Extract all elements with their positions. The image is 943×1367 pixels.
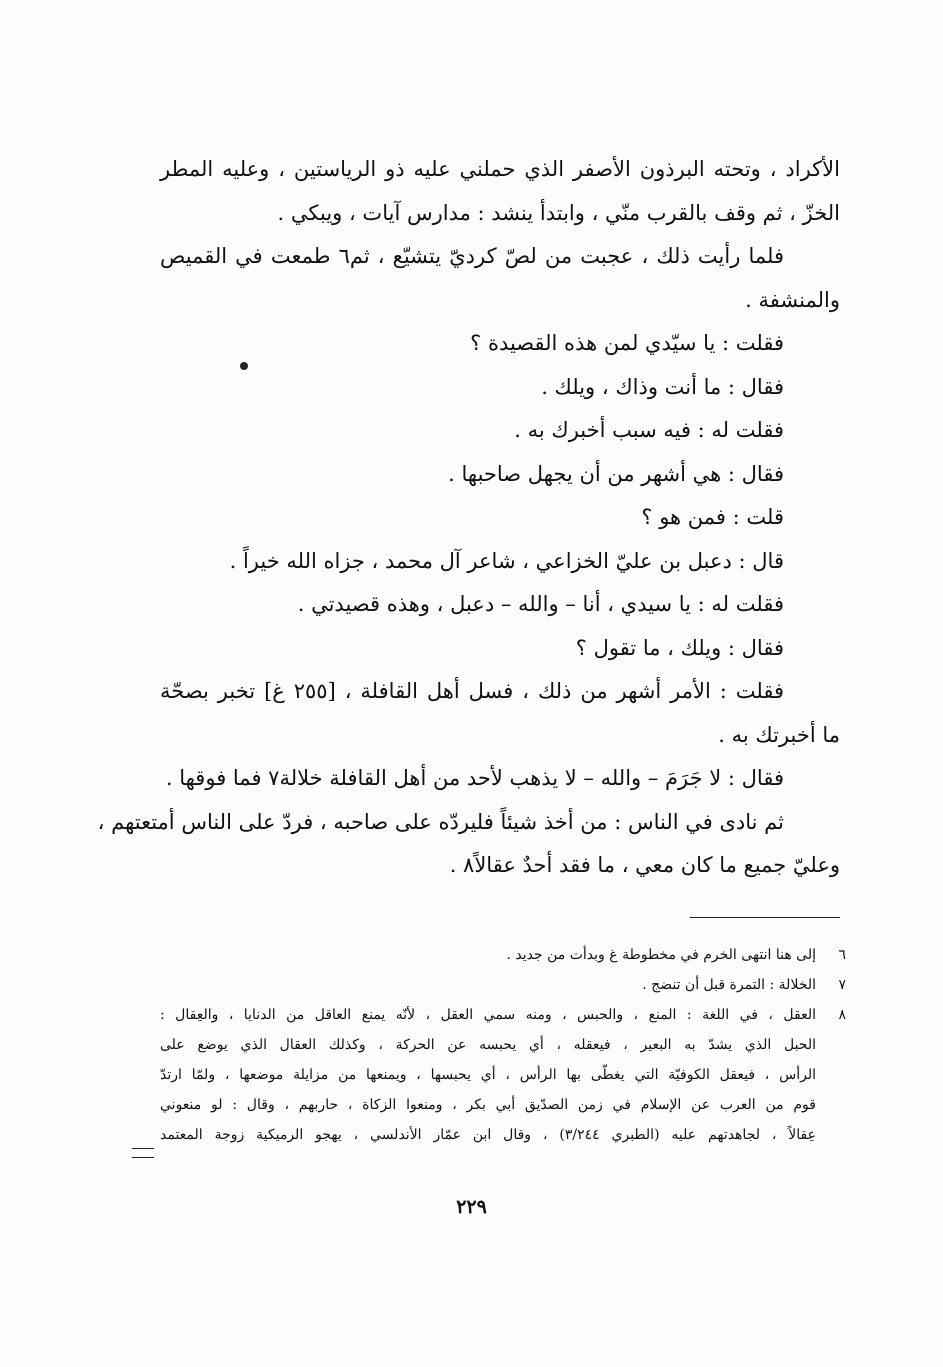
text-line: فقال : هي أشهر من أن يجهل صاحبها . (448, 461, 784, 486)
main-text (97, 148, 840, 888)
footnote-text: الخلالة : التمرة قبل أن تنضج . (642, 977, 816, 993)
ink-spot (240, 362, 248, 370)
continuation-mark (132, 1148, 154, 1158)
text-line: قال : دعبل بن عليّ الخزاعي ، شاعر آل محمد ، جزاه الله خيراً . (229, 548, 784, 573)
footnote-number: ٦ (838, 947, 846, 963)
text-line: فقال : ويلك ، ما تقول ؟ (575, 635, 784, 660)
footnote-number: ٨ (838, 1007, 846, 1023)
text-line: والمنشفة . (745, 287, 840, 312)
footnote-separator (690, 917, 840, 918)
text-line: الخزّ ، ثم وقف بالقرب منّي ، وابتدأ ينشد : مدارس آيات ، ويبكي . (277, 200, 840, 225)
footnote-6 (160, 940, 846, 970)
text-line: الأكراد ، وتحته البرذون الأصفر الذي حملني عليه ذو الرياستين ، وعليه المطر (160, 157, 840, 181)
text-line: ما أخبرتك به . (718, 722, 840, 747)
footnote-8 (160, 1000, 846, 1150)
page-number: ٢٢٩ (456, 1196, 487, 1218)
footnote-number: ٧ (838, 977, 846, 993)
text-line: فقلت له : يا سيدي ، أنا – والله – دعبل ، وهذه قصيدتي . (297, 592, 784, 616)
footnote-text: إلى هنا انتهى الخرم في مخطوطة غ وبدأت من جديد . (506, 947, 816, 963)
footnote-text: الحبل الذي يشدّ به البعير ، فيعقله ، أي يحبسه عن الحركة ، وكذلك العقال الذي يوضع على (160, 1037, 816, 1053)
text-line: فقلت : يا سيّدي لمن هذه القصيدة ؟ (470, 331, 784, 355)
footnote-text: عِقالاً ، لجاهدتهم عليه (الطبري ٣/٢٤٤) ، وقال ابن عمّار الأندلسي ، يهجو الرميكية زوجة المعتمد (160, 1127, 816, 1143)
text-line: قلت : فمن هو ؟ (641, 505, 784, 529)
footnote-text: العقل ، في اللغة : المنع ، والحبس ، ومنه سمي العقل ، لأنّه يمنع العاقل من الدنايا ، والعِقال : (160, 1007, 816, 1023)
footnote-text: قوم من العرب عن الإسلام في زمن الصدّيق أبي بكر ، ومنعوا الزكاة ، حاربهم ، وقال : لو منعوني (160, 1097, 816, 1113)
text-line: ثم نادى في الناس : من أخذ شيئاً فليردّه على صاحبه ، فردّ على الناس أمتعتهم ، (97, 809, 784, 834)
text-line: فقلت : الأمر أشهر من ذلك ، فسل أهل القافلة ، [٢٥٥ غ] تخبر بصحّة (160, 679, 784, 703)
text-line: فلما رأيت ذلك ، عجبت من لصّ كرديّ يتشيّع ، ثم٦ طمعت في القميص (160, 244, 784, 268)
text-line: فقال : لا جَرَمَ – والله – لا يذهب لأحد من أهل القافلة خلالة٧ فما فوقها . (165, 766, 784, 790)
footnote-text: الرأس ، فيعقل الكوفيّة التي يغطّى بها الرأس ، أي يحبسها ، ويمنعها من مزايلة موضعها ، ولمّا ارتدّ (160, 1067, 816, 1083)
text-line: فقال : ما أنت وذاك ، ويلك . (541, 374, 784, 399)
text-line: وعليّ جميع ما كان معي ، ما فقد أحدٌ عقالاً٨ . (449, 853, 840, 877)
text-line: فقلت له : فيه سبب أخبرك به . (514, 418, 784, 442)
footnote-7 (160, 970, 846, 1000)
footnotes (160, 940, 846, 1150)
